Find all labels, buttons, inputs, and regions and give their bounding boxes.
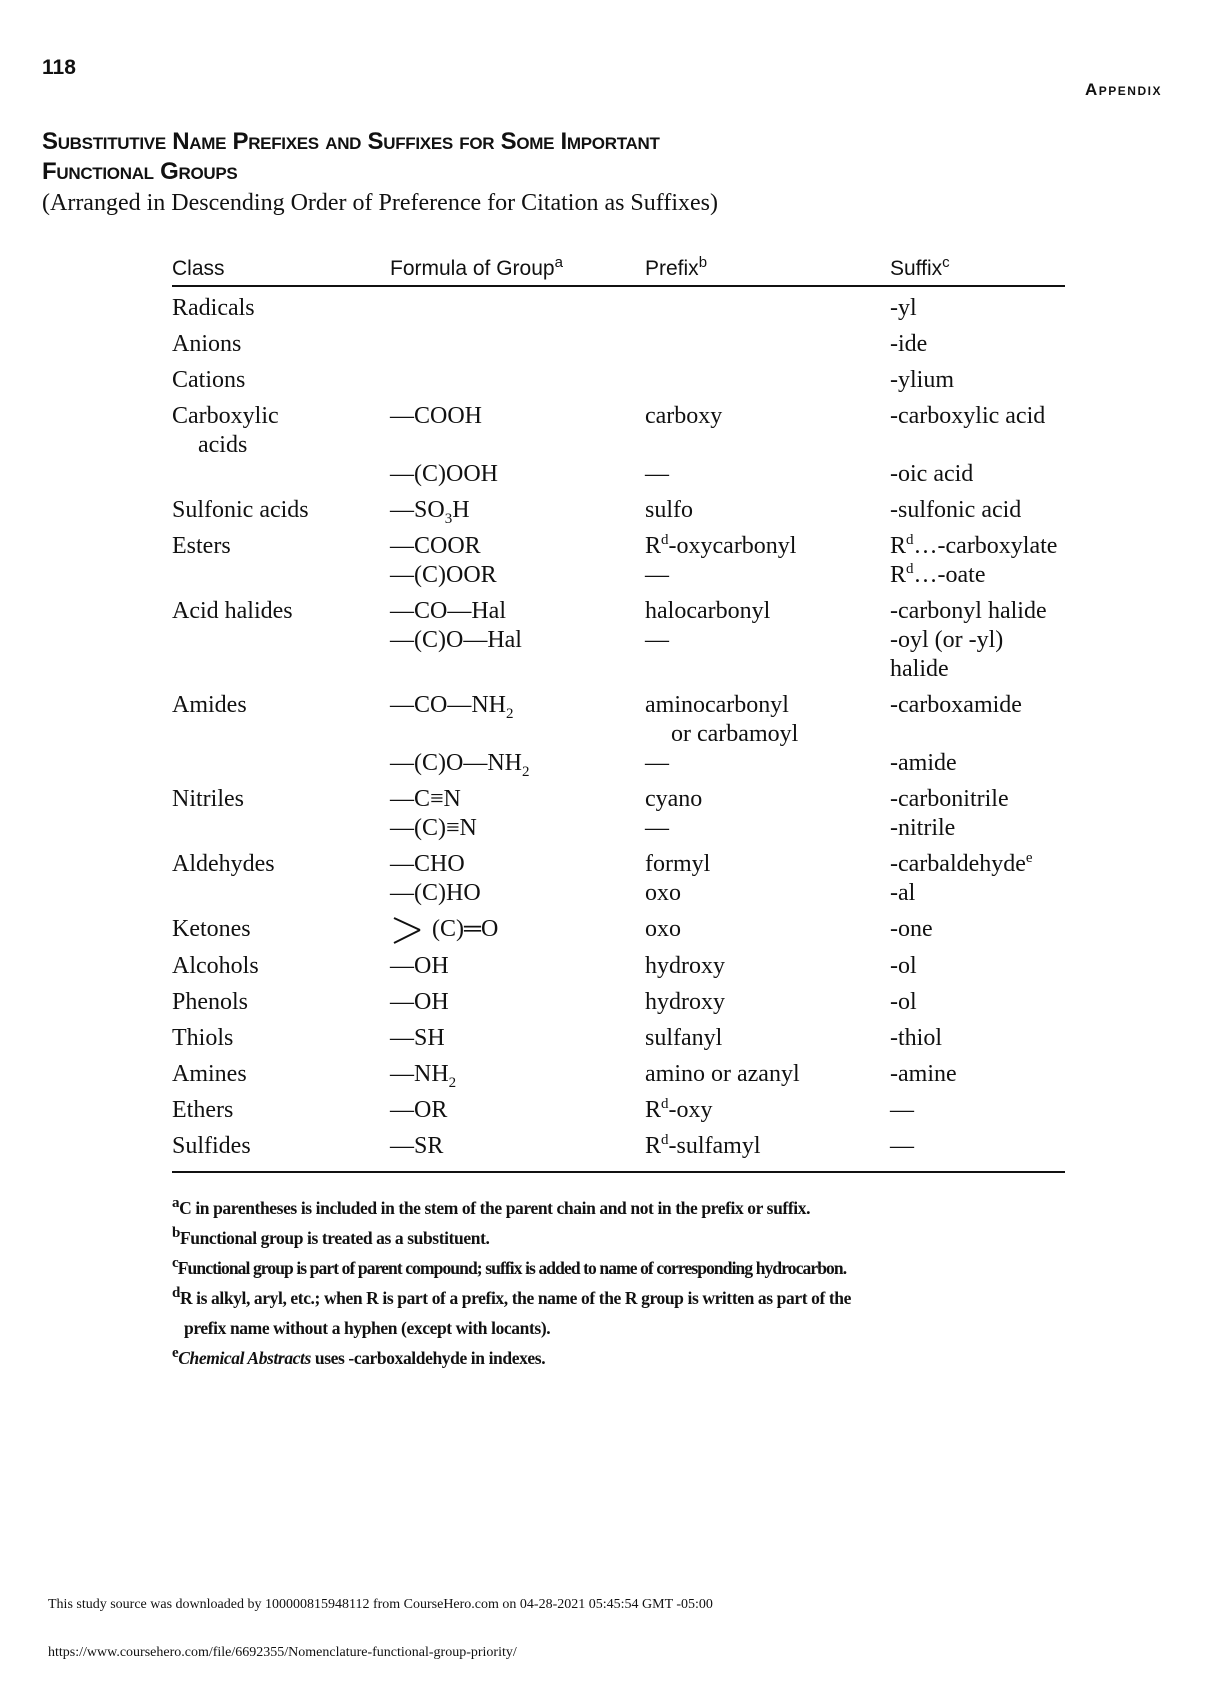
cell-prefix: aminocarbonyl or carbamoyl bbox=[645, 692, 799, 747]
cell-formula: $—NH_2$ bbox=[390, 1061, 457, 1092]
section-label: Appendix bbox=[1085, 80, 1162, 99]
cell-prefix: — bbox=[645, 815, 669, 841]
cell-prefix: — bbox=[645, 750, 669, 776]
cell-suffix: -one bbox=[890, 916, 933, 942]
cell-formula: —(C)OOH bbox=[390, 461, 498, 487]
cell-prefix: sulfo bbox=[645, 497, 693, 523]
cell-suffix: -ol bbox=[890, 953, 917, 980]
page-title bbox=[42, 127, 660, 187]
cell-class: Acid halides bbox=[172, 598, 293, 624]
table-row bbox=[172, 395, 1065, 460]
cell-suffix: $R^d\dots$-carboxylate bbox=[890, 532, 1058, 559]
cell-class: Phenols bbox=[172, 989, 249, 1016]
table-row bbox=[172, 684, 1065, 749]
table-row bbox=[172, 981, 1065, 1017]
cell-suffix: — bbox=[890, 1125, 1065, 1172]
cell-suffix: -oic acid bbox=[890, 461, 974, 487]
cell-class: Aldehydes bbox=[172, 851, 275, 877]
cell-prefix: — bbox=[645, 562, 669, 588]
cell-prefix: — bbox=[645, 461, 669, 487]
header-prefix: Prefix$^b$ bbox=[645, 247, 890, 286]
cell-class: Ethers bbox=[172, 1097, 234, 1124]
cell-suffix: -ide bbox=[890, 331, 928, 357]
footnote-c: $^c$Functional group is part of parent compound; suffix is added to name of corresponding hydrocarbon. bbox=[172, 1255, 847, 1278]
cell-class bbox=[172, 814, 390, 843]
table-row bbox=[172, 489, 1065, 525]
cell-class: Alcohols bbox=[172, 953, 259, 980]
cell-prefix: $R^d$-oxy bbox=[645, 1096, 713, 1124]
source-url[interactable]: https://www.coursehero.com/file/6692355/Nomenclature-functional-group-priority/ bbox=[48, 1645, 517, 1660]
cell-suffix: -oyl (or -yl) halide bbox=[890, 627, 1004, 682]
cell-suffix: -carboxamide bbox=[890, 692, 1022, 718]
cell-prefix: oxo bbox=[645, 880, 681, 906]
header-class: Class bbox=[172, 247, 390, 286]
cell-formula bbox=[390, 359, 645, 395]
cell-suffix: -amine bbox=[890, 1061, 957, 1088]
table-row bbox=[172, 626, 1065, 684]
header-formula: Formula of Group$^a$ bbox=[390, 247, 645, 286]
cell-formula: —OR bbox=[390, 1097, 448, 1124]
cell-suffix: -al bbox=[890, 880, 916, 906]
functional-groups-table bbox=[172, 247, 1065, 1173]
table-row bbox=[172, 286, 1065, 323]
footnote-a: $^a$C in parentheses is included in the stem of the parent chain and not in the prefix or suffix. bbox=[172, 1195, 811, 1218]
cell-prefix: cyano bbox=[645, 786, 703, 812]
cell-formula: —SR bbox=[390, 1125, 645, 1172]
cell-class: Thiols bbox=[172, 1025, 234, 1052]
table-header-row bbox=[172, 247, 1065, 286]
cell-formula: —SH bbox=[390, 1025, 445, 1052]
footnote-d-continued: prefix name without a hyphen (except with locants). bbox=[184, 1318, 551, 1338]
cell-prefix: carboxy bbox=[645, 403, 723, 429]
cell-formula bbox=[390, 286, 645, 323]
table-row bbox=[172, 525, 1065, 561]
cell-suffix: -carbonitrile bbox=[890, 786, 1009, 812]
cell-formula: —(C)≡N bbox=[390, 815, 477, 841]
cell-formula: —OH bbox=[390, 989, 449, 1016]
cell-class bbox=[172, 460, 390, 489]
cell-formula: —CO—Hal bbox=[390, 598, 506, 624]
footnote-b: $^b$Functional group is treated as a substituent. bbox=[172, 1225, 490, 1248]
table-row bbox=[172, 1125, 1065, 1172]
cell-suffix: -thiol bbox=[890, 1025, 942, 1052]
cell-prefix: sulfanyl bbox=[645, 1025, 723, 1052]
table-row bbox=[172, 590, 1065, 626]
cell-prefix: $R^d$-sulfamyl bbox=[645, 1125, 890, 1172]
table-row bbox=[172, 908, 1065, 945]
cell-formula: $—(C)O—NH_2$ bbox=[390, 750, 530, 780]
cell-formula: —COOR bbox=[390, 533, 481, 559]
cell-formula: —(C)O—Hal bbox=[390, 627, 522, 653]
title-line-1: Substitutive Name Prefixes and Suffixes for Some Important bbox=[42, 128, 660, 155]
cell-formula: $—SO_3H$ bbox=[390, 497, 470, 527]
cell-class: Anions bbox=[172, 331, 242, 357]
table-row bbox=[172, 1053, 1065, 1089]
table-row bbox=[172, 1017, 1065, 1053]
page-subtitle: (Arranged in Descending Order of Preference for Citation as Suffixes) bbox=[42, 190, 718, 216]
cell-prefix: — bbox=[645, 627, 669, 653]
footnote-d: $^d$R is alkyl, aryl, etc.; when R is part of a prefix, the name of the R group is written as part of the bbox=[172, 1285, 851, 1308]
cell-formula: (C)═O bbox=[390, 908, 645, 945]
cell-suffix: -carbonyl halide bbox=[890, 598, 1047, 624]
table-row bbox=[172, 814, 1065, 843]
footnote-e: $^e$Chemical Abstracts uses -carboxaldehyde in indexes. bbox=[172, 1345, 546, 1368]
cell-prefix bbox=[645, 323, 890, 359]
footnotes bbox=[172, 1193, 1072, 1373]
cell-prefix: amino or azanyl bbox=[645, 1061, 800, 1088]
table-row bbox=[172, 1089, 1065, 1125]
cell-formula: —OH bbox=[390, 953, 449, 980]
cell-prefix: oxo bbox=[645, 916, 681, 942]
table-row bbox=[172, 879, 1065, 908]
cell-class bbox=[172, 749, 390, 778]
cell-suffix: -ol bbox=[890, 989, 917, 1016]
cell-class: Cations bbox=[172, 367, 246, 393]
cell-class bbox=[172, 561, 390, 590]
cell-prefix: $R^d$-oxycarbonyl bbox=[645, 532, 797, 559]
table-row bbox=[172, 323, 1065, 359]
cell-suffix: -amide bbox=[890, 750, 957, 776]
cell-formula: —COOH bbox=[390, 403, 483, 429]
cell-suffix: — bbox=[890, 1097, 914, 1124]
title-line-2: Functional Groups bbox=[42, 158, 238, 185]
cell-formula: $—CO—NH_2$ bbox=[390, 692, 514, 722]
table-row bbox=[172, 843, 1065, 879]
header-suffix: Suffix$^c$ bbox=[890, 247, 1065, 286]
cell-formula: —(C)OOR bbox=[390, 562, 497, 588]
cell-formula: —C≡N bbox=[390, 786, 461, 812]
page-number: 118 bbox=[42, 56, 76, 79]
cell-suffix: $R^d\dots$-oate bbox=[890, 561, 986, 588]
cell-class: Carboxylic acids bbox=[172, 403, 279, 458]
table-row bbox=[172, 945, 1065, 981]
table-row bbox=[172, 778, 1065, 814]
ketone-bond-icon bbox=[390, 915, 432, 945]
cell-suffix: -yl bbox=[890, 295, 917, 321]
cell-prefix: hydroxy bbox=[645, 989, 725, 1016]
cell-class: Sulfides bbox=[172, 1125, 390, 1172]
cell-suffix: -carbaldehyde$^e$ bbox=[890, 850, 1033, 877]
table-row bbox=[172, 749, 1065, 778]
cell-class: Ketones bbox=[172, 916, 251, 942]
cell-class bbox=[172, 879, 390, 908]
table-row bbox=[172, 561, 1065, 590]
cell-class: Amides bbox=[172, 692, 247, 718]
cell-formula: —CHO bbox=[390, 851, 465, 877]
cell-suffix: -carboxylic acid bbox=[890, 403, 1046, 429]
cell-formula bbox=[390, 323, 645, 359]
cell-prefix bbox=[645, 286, 890, 323]
cell-prefix: halocarbonyl bbox=[645, 598, 771, 624]
download-note: This study source was downloaded by 100000815948112 from CourseHero.com on 04-28-2021 05:45:54 GMT -05:00 bbox=[48, 1597, 713, 1612]
cell-prefix: formyl bbox=[645, 851, 711, 877]
cell-suffix: -nitrile bbox=[890, 815, 956, 841]
cell-suffix: -sulfonic acid bbox=[890, 497, 1022, 523]
cell-class: Radicals bbox=[172, 295, 255, 321]
cell-prefix bbox=[645, 359, 890, 395]
cell-class bbox=[172, 626, 390, 684]
table-row bbox=[172, 359, 1065, 395]
cell-class: Esters bbox=[172, 533, 231, 559]
table-row bbox=[172, 460, 1065, 489]
cell-class: Nitriles bbox=[172, 786, 244, 812]
cell-class: Sulfonic acids bbox=[172, 497, 309, 523]
cell-class: Amines bbox=[172, 1061, 247, 1088]
cell-suffix: -ylium bbox=[890, 367, 954, 393]
cell-formula: —(C)HO bbox=[390, 880, 481, 906]
cell-prefix: hydroxy bbox=[645, 953, 725, 980]
